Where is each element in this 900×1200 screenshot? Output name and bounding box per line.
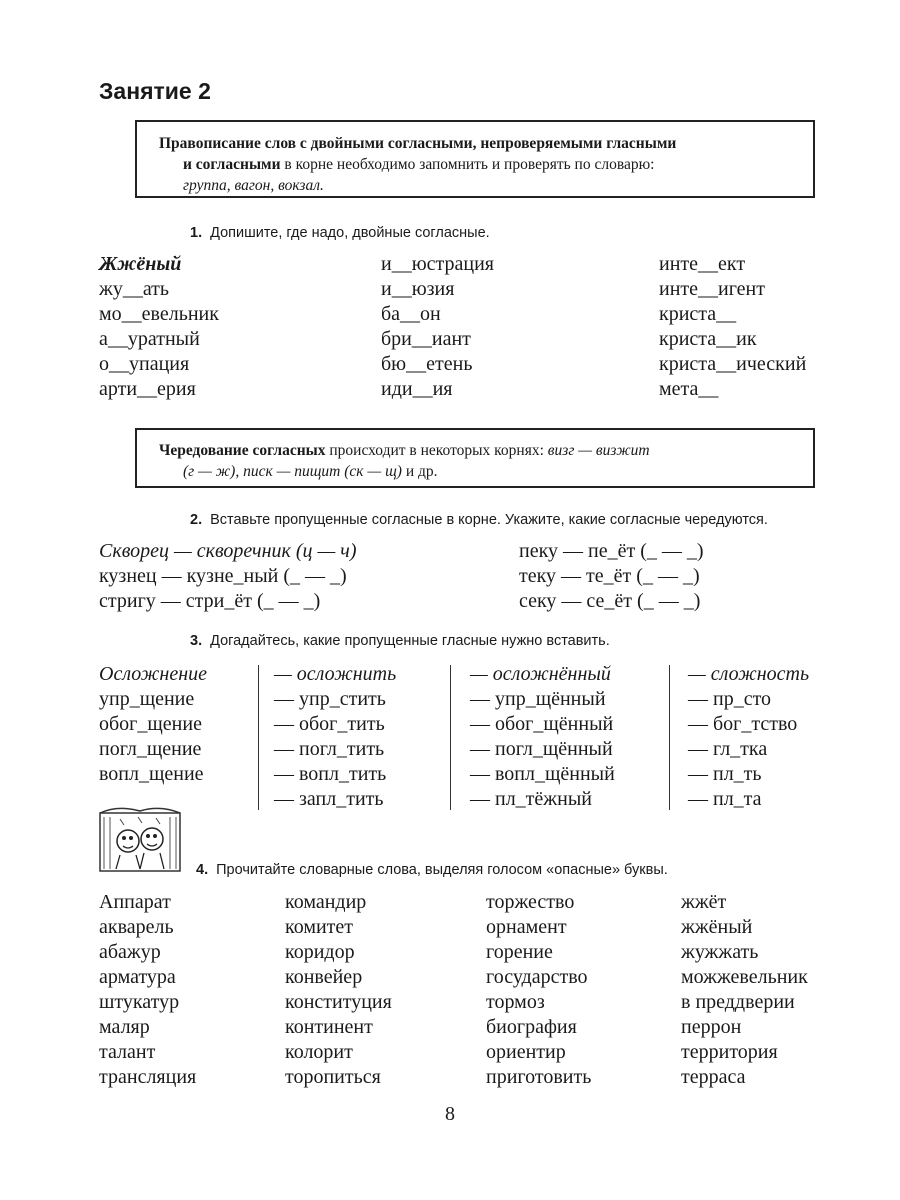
word-item: криста__ический (659, 353, 807, 375)
task-3-column-4 (688, 662, 809, 812)
word-item: упр_щение (99, 688, 195, 710)
word-item: бри__иант (381, 328, 471, 350)
page-title: Занятие 2 (99, 78, 211, 104)
word-item: вопл_щение (99, 763, 204, 785)
word-item: — пл_ть (688, 763, 762, 785)
task-1-column-3 (659, 252, 806, 402)
word-item: жжёный (681, 916, 753, 938)
task-1-column-1 (99, 252, 219, 402)
task-4-column-4 (681, 890, 808, 1090)
rule-tail: и др. (401, 463, 438, 480)
task-4-column-2 (285, 890, 392, 1090)
word-item: — сложность (688, 663, 810, 685)
rule-text: происходит в некоторых корнях: (325, 442, 548, 459)
word-item: — упр_стить (274, 688, 386, 710)
column-divider (669, 665, 670, 810)
rule-example: визг — визжит (547, 442, 650, 459)
word-item: жжёт (681, 891, 727, 913)
task-number: 2. (190, 512, 203, 528)
word-item: Аппарат (99, 891, 171, 913)
word-item: горение (486, 941, 553, 963)
rule-text: в корне необходимо запомнить и проверять по словарю: (280, 156, 655, 173)
task-4-column-3 (486, 890, 591, 1090)
word-item: — осложнённый (470, 663, 611, 685)
word-item: — осложнить (274, 663, 397, 685)
word-item: и__юзия (381, 278, 455, 300)
rule-box-alternation (135, 428, 815, 488)
word-item: бю__етень (381, 353, 473, 375)
word-item: коридор (285, 941, 355, 963)
word-item: погл_щение (99, 738, 202, 760)
word-item: иди__ия (381, 378, 453, 400)
task-number: 4. (196, 862, 209, 878)
word-item: мо__евельник (99, 303, 219, 325)
word-item: криста__ (659, 303, 737, 325)
word-item: — бог_тство (688, 713, 798, 735)
task-number: 3. (190, 633, 203, 649)
rule-example-2: (г — ж), писк — пищит (ск — щ) (183, 463, 402, 480)
exercise-item: стригу — стри_ёт (_ — _) (99, 590, 321, 612)
word-item: приготовить (486, 1066, 592, 1088)
word-item: — обог_щённый (470, 713, 614, 735)
exercise-item: секу — се_ёт (_ — _) (519, 590, 701, 612)
page-number: 8 (445, 1103, 455, 1125)
task-text: Вставьте пропущенные согласные в корне. Укажите, какие согласные чередуются. (210, 512, 768, 528)
word-item: командир (285, 891, 367, 913)
word-item: тормоз (486, 991, 545, 1013)
word-item: арматура (99, 966, 176, 988)
word-item: комитет (285, 916, 354, 938)
word-item: территория (681, 1041, 778, 1063)
task-3-column-1 (99, 662, 207, 787)
task-4-column-1 (99, 890, 196, 1090)
exercise-item: теку — те_ёт (_ — _) (519, 565, 700, 587)
task-3-column-2 (274, 662, 396, 812)
word-item: и__юстрация (381, 253, 494, 275)
word-item: штукатур (99, 991, 180, 1013)
word-item: инте__игент (659, 278, 765, 300)
word-item: а__уратный (99, 328, 200, 350)
word-item: талант (99, 1041, 156, 1063)
word-item: инте__ект (659, 253, 746, 275)
word-item: — пл_та (688, 788, 762, 810)
exercise-item: кузнец — кузне_ный (_ — _) (99, 565, 347, 587)
word-item: конвейер (285, 966, 363, 988)
task-4-instruction (196, 862, 668, 878)
word-item: мета__ (659, 378, 719, 400)
example-item: Скворец — скворечник (ц — ч) (99, 540, 357, 562)
word-item: в преддверии (681, 991, 795, 1013)
task-2-left-column (99, 539, 357, 614)
task-text: Допишите, где надо, двойные согласные. (210, 225, 490, 241)
rule-bold-text: Чередование согласных (159, 442, 326, 459)
word-item: орнамент (486, 916, 567, 938)
word-item: обог_щение (99, 713, 202, 735)
word-item: торжество (486, 891, 575, 913)
word-item: Жжёный (99, 253, 182, 275)
task-2-instruction (190, 512, 768, 528)
task-3-column-3 (470, 662, 615, 812)
rule-bold-text: Правописание слов с двойными согласными, непроверяемыми гласными (159, 135, 677, 152)
word-item: — погл_щённый (470, 738, 613, 760)
word-item: конституция (285, 991, 392, 1013)
word-item: — вопл_тить (274, 763, 387, 785)
word-item: — погл_тить (274, 738, 385, 760)
word-item: — вопл_щённый (470, 763, 615, 785)
word-item: можжевельник (681, 966, 808, 988)
column-divider (258, 665, 259, 810)
word-item: жужжать (681, 941, 759, 963)
word-item: биография (486, 1016, 577, 1038)
word-item: арти__ерия (99, 378, 196, 400)
exercise-item: пеку — пе_ёт (_ — _) (519, 540, 704, 562)
word-item: жу__ать (99, 278, 170, 300)
word-item: Осложнение (99, 663, 207, 685)
task-1-column-2 (381, 252, 494, 402)
word-item: — гл_тка (688, 738, 768, 760)
column-divider (450, 665, 451, 810)
word-item: — запл_тить (274, 788, 384, 810)
word-item: континент (285, 1016, 373, 1038)
task-2-right-column (519, 539, 704, 614)
word-item: терраса (681, 1066, 746, 1088)
task-3-instruction (190, 633, 610, 649)
word-item: ориентир (486, 1041, 566, 1063)
rule-examples: группа, вагон, вокзал. (183, 177, 324, 194)
word-item: акварель (99, 916, 174, 938)
word-item: государство (486, 966, 588, 988)
word-item: — пл_тёжный (470, 788, 592, 810)
word-item: — пр_сто (688, 688, 772, 710)
word-item: маляр (99, 1016, 150, 1038)
word-item: колорит (285, 1041, 353, 1063)
task-1-instruction (190, 225, 490, 241)
word-item: торопиться (285, 1066, 381, 1088)
task-text: Догадайтесь, какие пропущенные гласные нужно вставить. (210, 633, 610, 649)
word-item: — обог_тить (274, 713, 385, 735)
task-number: 1. (190, 225, 203, 241)
task-text: Прочитайте словарные слова, выделяя голосом «опасные» буквы. (216, 862, 668, 878)
word-item: о__упация (99, 353, 190, 375)
word-item: трансляция (99, 1066, 197, 1088)
word-item: ба__он (381, 303, 441, 325)
word-item: абажур (99, 941, 161, 963)
word-item: криста__ик (659, 328, 757, 350)
rule-box-double-consonants (135, 120, 815, 198)
rule-bold-text-2: и согласными (183, 156, 281, 173)
word-item: перрон (681, 1016, 742, 1038)
decorative-illustration (98, 803, 182, 873)
word-item: — упр_щённый (470, 688, 606, 710)
